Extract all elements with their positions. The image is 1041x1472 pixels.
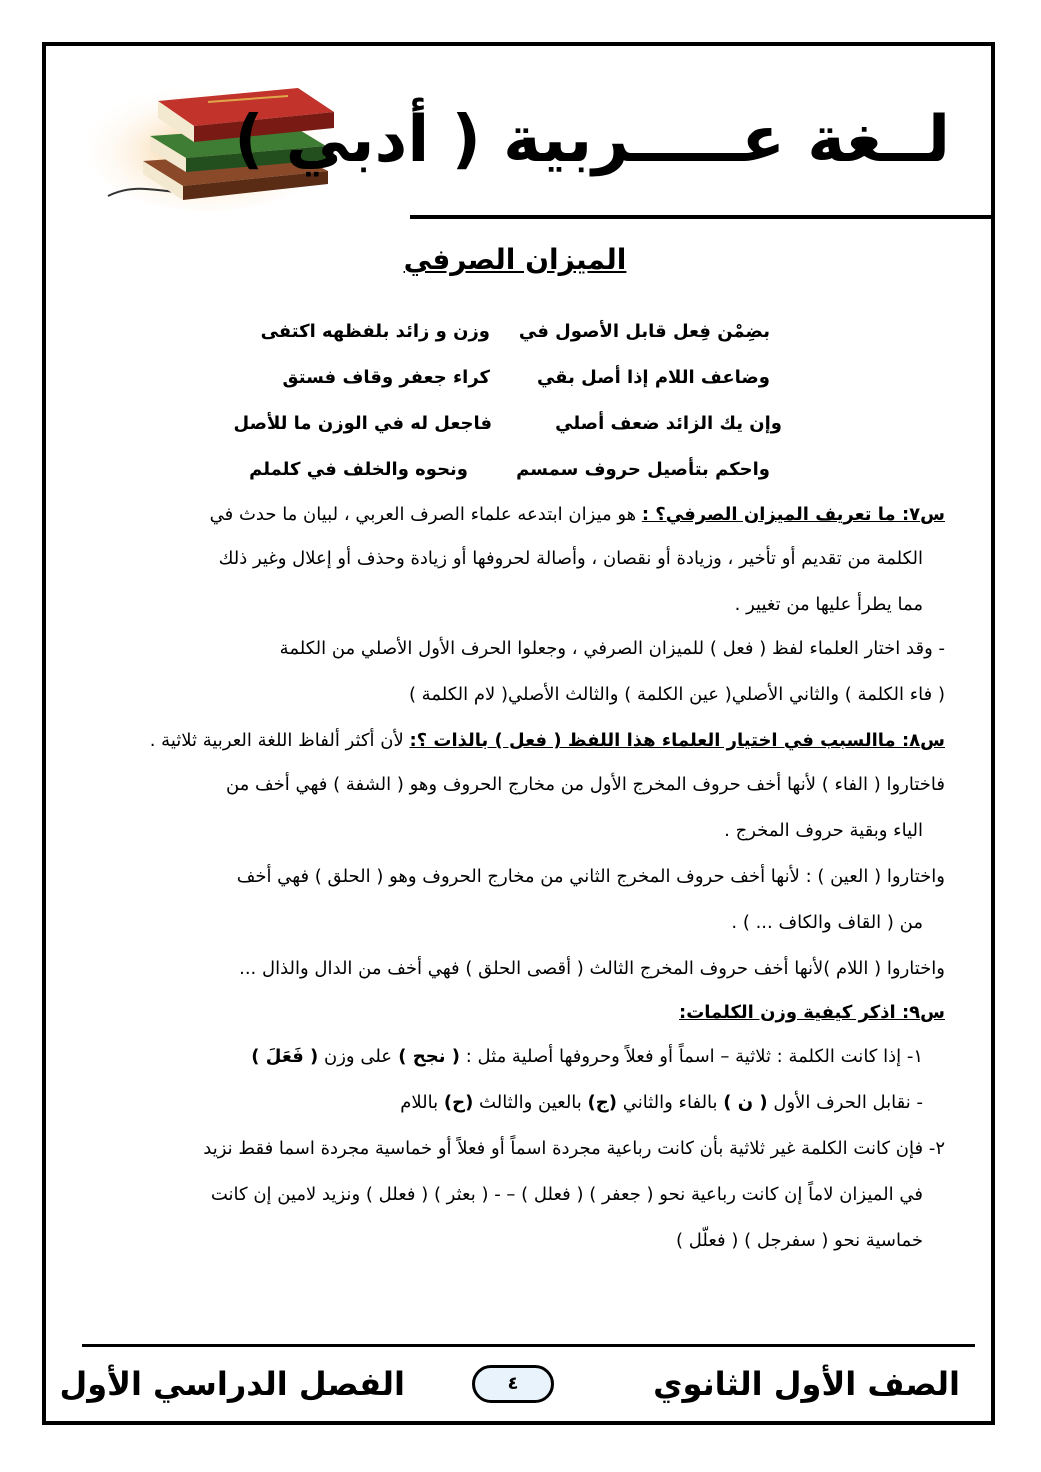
- q8-line: واختاروا ( اللام )لأنها أخف حروف المخرج الثالث ( أقصى الحلق ) فهي أخف من الدال والذال ...: [239, 958, 945, 979]
- poem-verse: [200, 312, 840, 352]
- q9-line: [679, 998, 945, 1028]
- text-run: باللام: [400, 1092, 444, 1113]
- question-label: س٨: ماالسبب في اختيار العلماء هذا اللفظ ( فعل ) بالذات ؟:: [409, 730, 945, 751]
- q8-line: فاختاروا ( الفاء ) لأنها أخف حروف المخرج الأول من مخارج الحروف وهو ( الشفة ) فهي أخف من: [225, 774, 945, 795]
- q8-line: [150, 726, 945, 756]
- letter: ( ن ): [723, 1092, 768, 1113]
- letter: (ج): [587, 1092, 617, 1113]
- text-run: ١- إذا كانت الكلمة : ثلاثية – اسماً أو فعلاً وحروفها أصلية مثل :: [460, 1046, 923, 1067]
- page-number: ٤: [472, 1365, 554, 1403]
- text-run: بالفاء والثاني: [616, 1092, 724, 1113]
- q7-line: الكلمة من تقديم أو تأخير ، وزيادة أو نقصان ، وأصالة لحروفها أو زيادة وحذف أو إعلال وغير ذلك: [218, 548, 923, 569]
- verse-first-half: واحكم بتأصيل حروف سمسم: [516, 459, 770, 480]
- q8-line: واختاروا ( العين ) : لأنها أخف حروف المخرج الثاني من مخارج الحروف وهو ( الحلق ) فهي أخف: [236, 866, 945, 887]
- text-run: - نقابل الحرف الأول: [767, 1092, 923, 1113]
- verse-first-half: وإن يك الزائد ضعف أصلي: [555, 413, 782, 434]
- pattern-word: ( فَعَلَ ): [251, 1046, 319, 1067]
- q7-line: ( فاء الكلمة ) والثاني الأصلي( عين الكلمة ) والثالث الأصلي( لام الكلمة ): [408, 684, 945, 705]
- verse-second-half: ونحوه والخلف في كلملم: [249, 459, 468, 480]
- letter: (ح): [443, 1092, 474, 1113]
- question-label: س٧: ما تعريف الميزان الصرفي؟ :: [641, 504, 945, 525]
- answer-text: هو ميزان ابتدعه علماء الصرف العربي ، لبيان ما حدث في: [209, 504, 642, 525]
- verse-second-half: فاجعل له في الوزن ما للأصل: [233, 413, 492, 434]
- text-run: بالعين والثالث: [473, 1092, 588, 1113]
- q8-line: من ( القاف والكاف ... ) .: [731, 912, 923, 933]
- q9-line: [400, 1088, 923, 1118]
- text-run: على وزن: [318, 1046, 393, 1067]
- verse-second-half: كراء جعفر وقاف فستق: [282, 367, 490, 388]
- q9-line: في الميزان لاماً إن كانت رباعية نحو ( جعفر ) ( فعلل ) – - ( بعثر ) ( فعلل ) ونزيد لامين إن كانت: [210, 1184, 923, 1205]
- q9-line: ٢- فإن كانت الكلمة غير ثلاثية بأن كانت رباعية مجردة اسماً أو فعلاً أو خماسية مجردة اسما فقط نزيد: [203, 1138, 945, 1159]
- example-word: ( نجح ): [392, 1046, 460, 1067]
- q8-line: الياء وبقية حروف المخرج .: [724, 820, 923, 841]
- poem-verse: [200, 358, 840, 398]
- verse-second-half: وزن و زائد بلفظهه اكتفى: [260, 321, 490, 342]
- header-title: لــغة عـــــربية ( أدبي ): [234, 103, 950, 177]
- q7-line: [210, 500, 945, 530]
- lesson-title: الميزان الصرفي: [403, 243, 627, 276]
- q9-line: [251, 1042, 923, 1072]
- verse-first-half: بضِمْن فِعل قابل الأصول في: [518, 321, 770, 342]
- answer-text: لأن أكثر ألفاظ اللغة العربية ثلاثية .: [149, 730, 410, 751]
- q9-line: خماسية نحو ( سفرجل ) ( فعلّل ): [675, 1230, 923, 1251]
- footer-grade: الصف الأول الثانوي: [653, 1365, 960, 1403]
- verse-first-half: وضاعف اللام إذا أصل بقي: [536, 367, 770, 388]
- question-label: س٩: اذكر كيفية وزن الكلمات:: [679, 1002, 945, 1023]
- footer-divider: [82, 1344, 975, 1347]
- q7-line: مما يطرأ عليها من تغيير .: [734, 594, 923, 615]
- q7-line: - وقد اختار العلماء لفظ ( فعل ) للميزان الصرفي ، وجعلوا الحرف الأول الأصلي من الكلمة: [279, 638, 945, 659]
- footer-term: الفصل الدراسي الأول: [59, 1365, 405, 1403]
- header-divider: [410, 215, 995, 219]
- poem-verse: [200, 450, 840, 490]
- poem-verse: [200, 404, 840, 444]
